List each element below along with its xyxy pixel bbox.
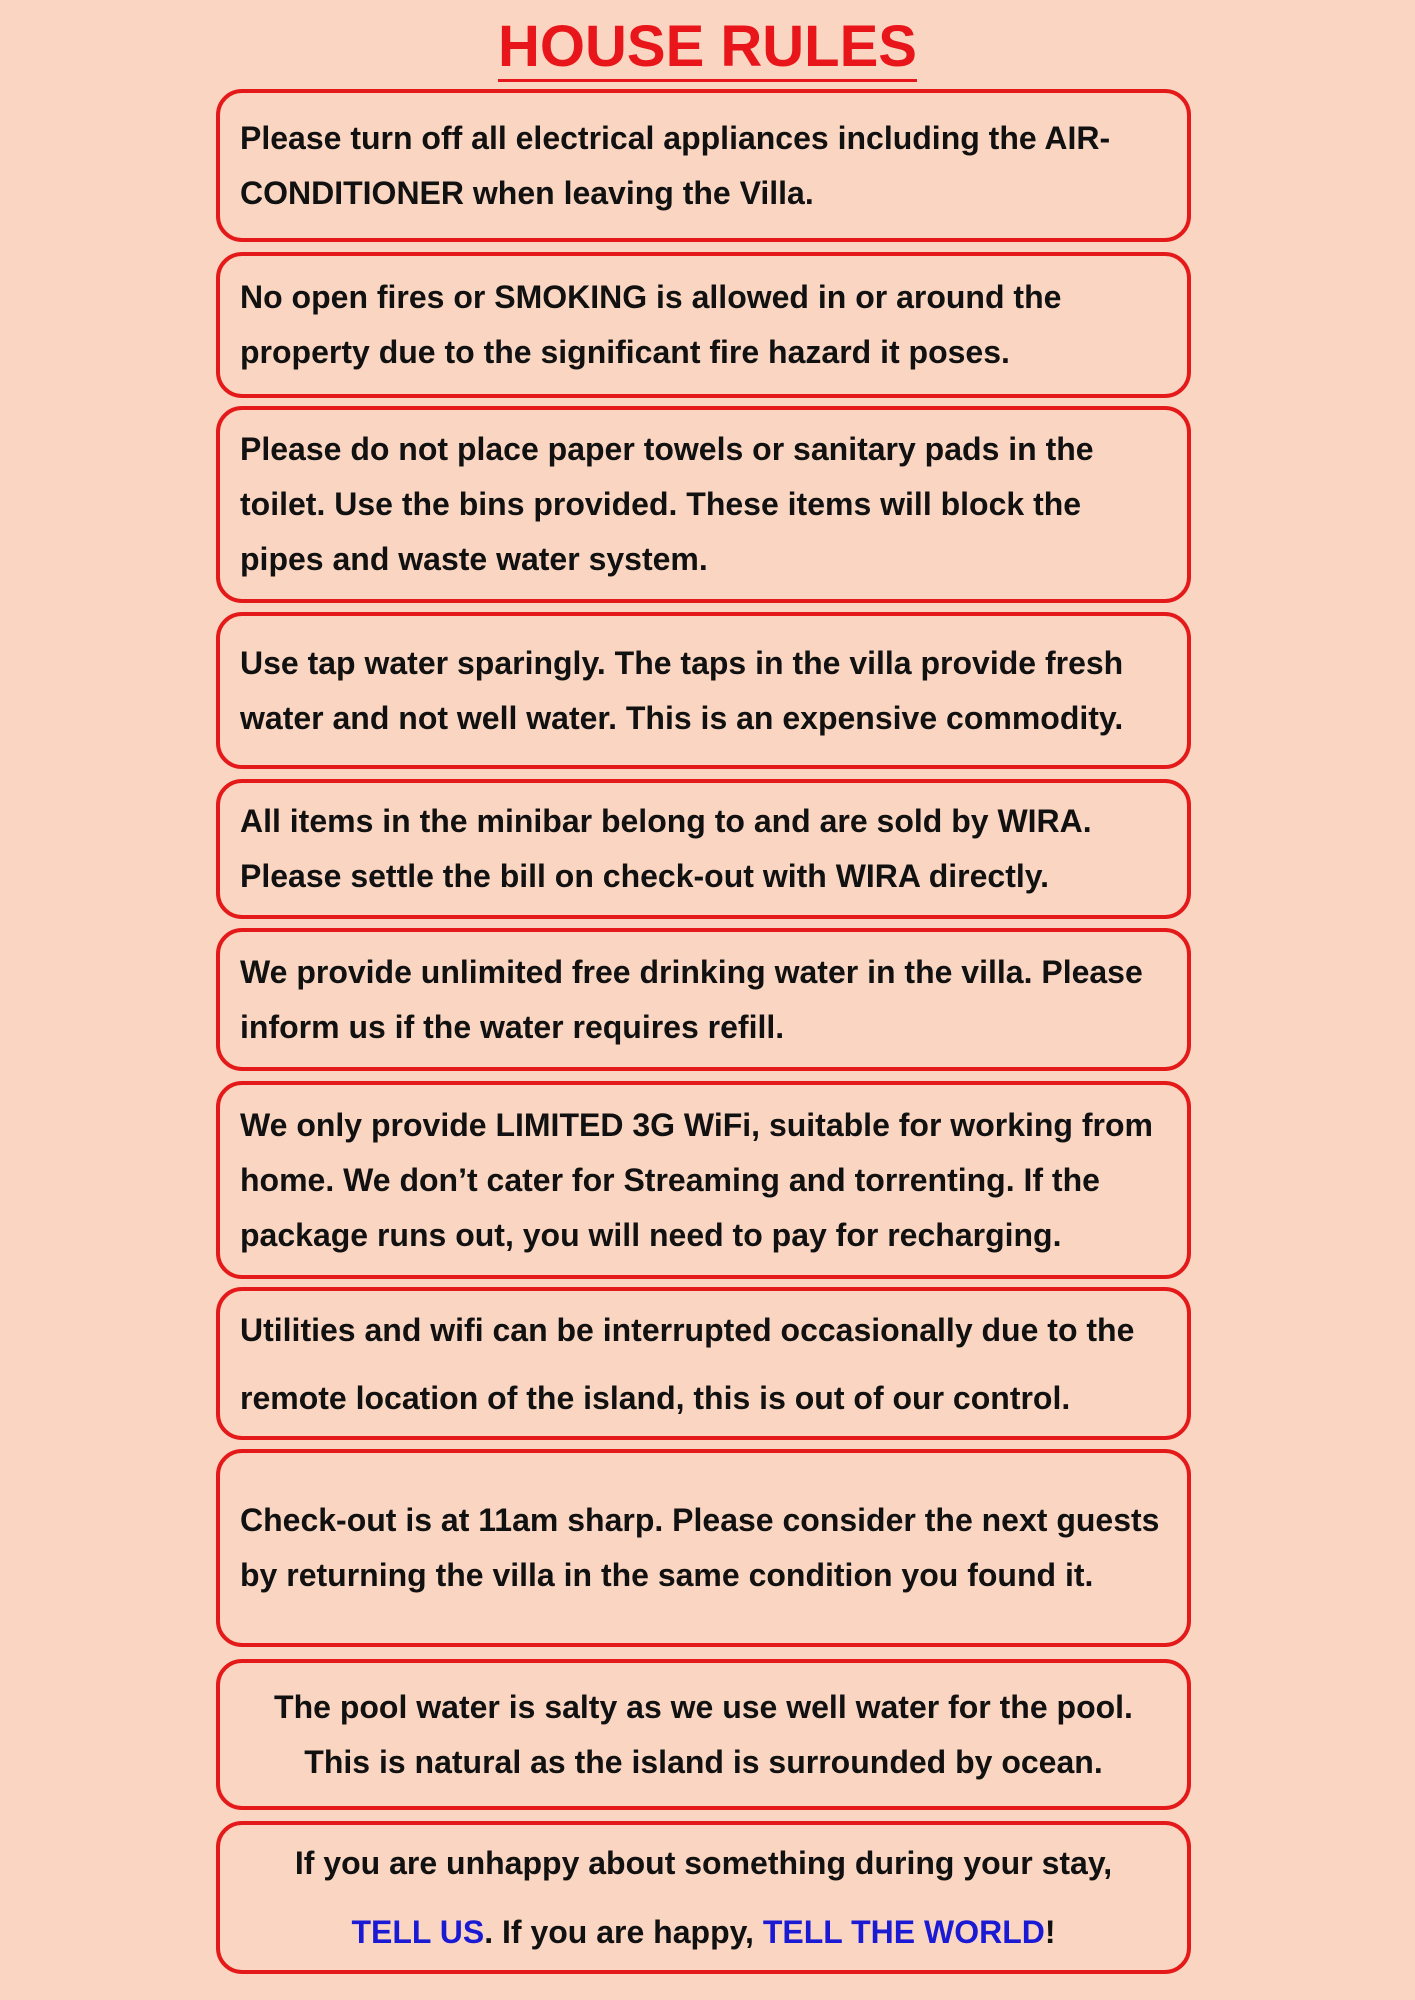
rule-box-2 — [216, 252, 1191, 398]
rule-text-10: The pool water is salty as we use well water for the pool. This is natural as the island is surrounded by ocean. — [274, 1688, 1133, 1780]
rule-box-9 — [216, 1449, 1191, 1647]
closing-middle-text: . If you are happy, — [484, 1913, 763, 1950]
tell-us-highlight: TELL US — [351, 1913, 485, 1950]
rule-text-4: Use tap water sparingly. The taps in the villa provide fresh water and not well water. This is an expensive commodity. — [240, 644, 1124, 736]
rule-text-1: Please turn off all electrical appliances including the AIR-CONDITIONER when leaving the Villa. — [240, 119, 1111, 211]
rule-box-5 — [216, 779, 1191, 919]
rule-box-1 — [216, 89, 1191, 242]
closing-line-1: If you are unhappy about something during your stay, — [294, 1844, 1113, 1881]
page-title-text: HOUSE RULES — [498, 14, 917, 82]
rule-text-8: Utilities and wifi can be interrupted occasionally due to the remote location of the island, this is out of our control. — [240, 1311, 1135, 1416]
rule-text-5: All items in the minibar belong to and are sold by WIRA. Please settle the bill on check-out with WIRA directly. — [240, 803, 1092, 894]
rule-box-4 — [216, 612, 1191, 769]
closing-line-2 — [240, 1905, 1167, 1960]
closing-box — [216, 1821, 1191, 1974]
rule-text-2: No open fires or SMOKING is allowed in or around the property due to the significant fire hazard it poses. — [240, 279, 1062, 370]
rule-box-10 — [216, 1659, 1191, 1810]
rule-text-9: Check-out is at 11am sharp. Please consider the next guests by returning the villa in the same condition you found it. — [240, 1502, 1160, 1593]
rule-text-7: We only provide LIMITED 3G WiFi, suitable for working from home. We don’t cater for Streaming and torrenting. If the package runs out, you will need to pay for recharging. — [240, 1106, 1153, 1253]
rule-text-3: Please do not place paper towels or sanitary pads in the toilet. Use the bins provided. These items will block the pipes and waste water system. — [240, 431, 1094, 577]
page-title — [0, 12, 1415, 82]
closing-text — [240, 1836, 1167, 1960]
closing-end-text: ! — [1044, 1913, 1056, 1950]
rule-box-8 — [216, 1287, 1191, 1440]
rule-text-6: We provide unlimited free drinking water in the villa. Please inform us if the water requires refill. — [240, 953, 1143, 1045]
rule-box-3 — [216, 406, 1191, 603]
tell-the-world-highlight: TELL THE WORLD — [762, 1913, 1045, 1950]
rule-box-7 — [216, 1081, 1191, 1279]
rule-box-6 — [216, 928, 1191, 1071]
